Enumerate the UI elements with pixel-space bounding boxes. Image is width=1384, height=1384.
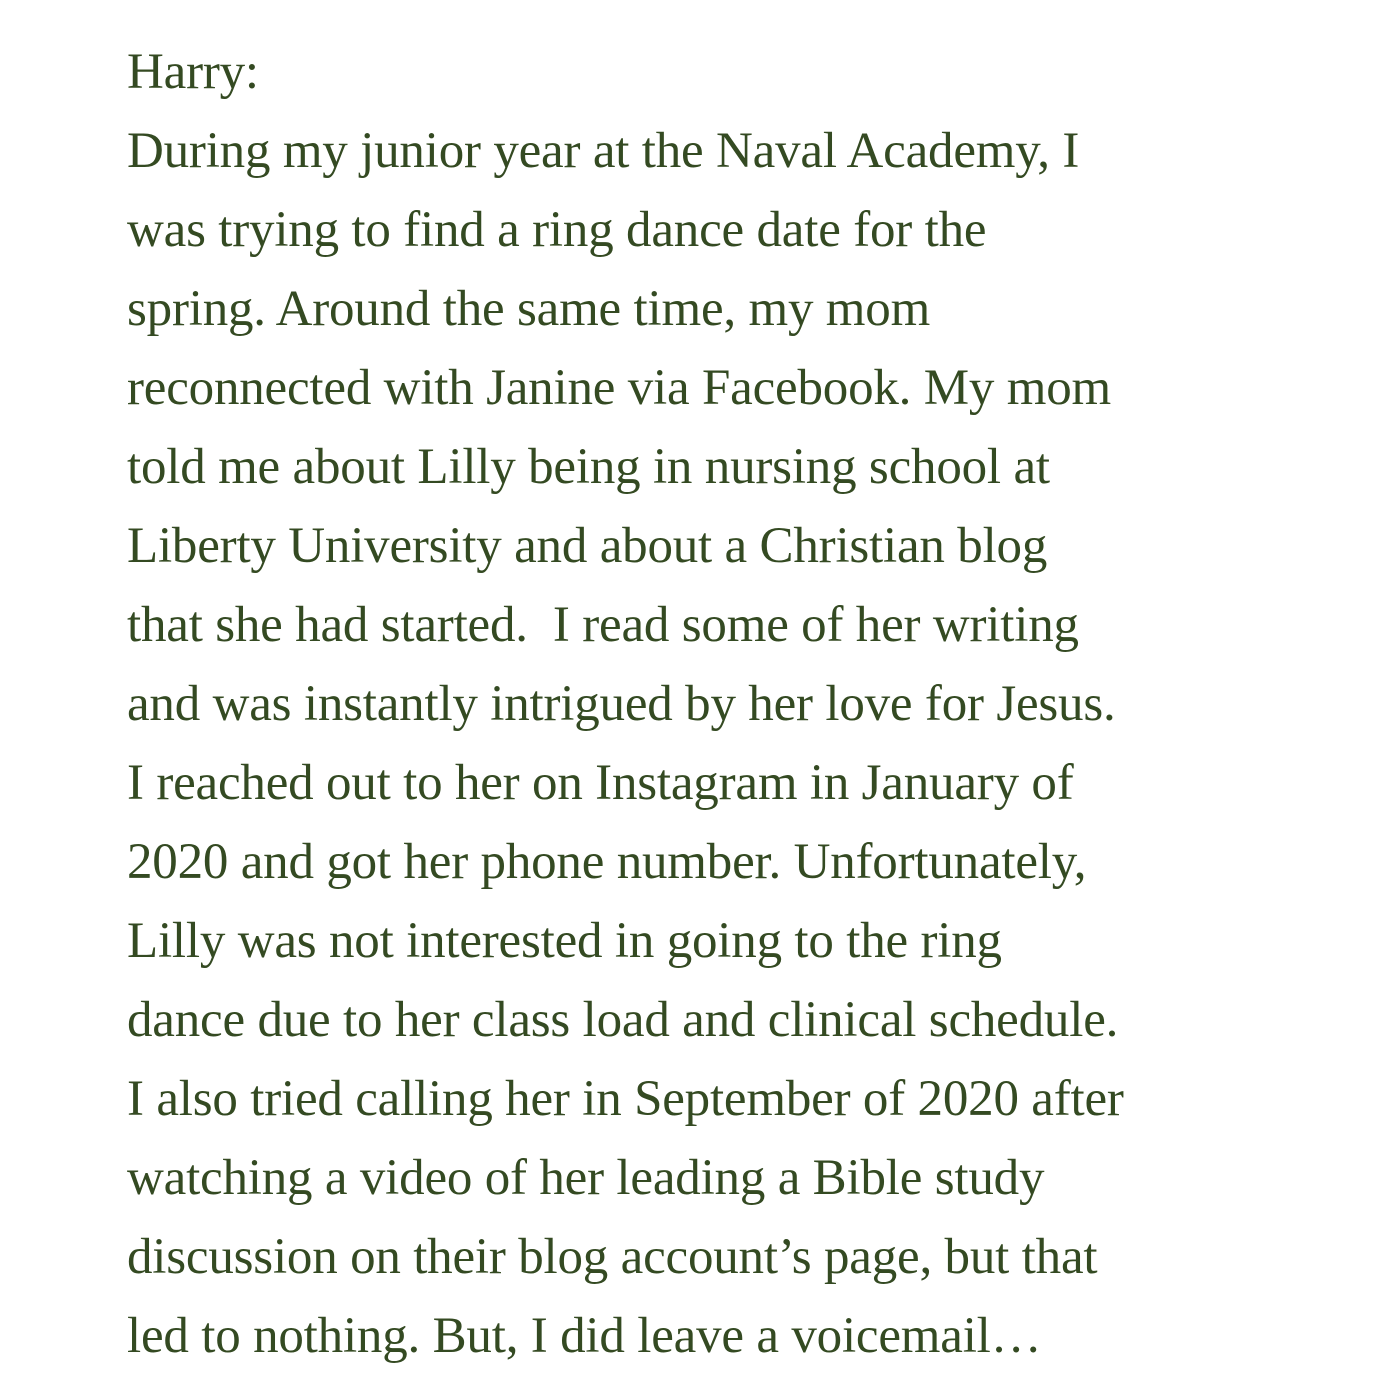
story-line: Liberty University and about a Christian blog <box>127 518 1048 574</box>
story-line: dance due to her class load and clinical schedule. <box>127 992 1119 1048</box>
story-line: During my junior year at the Naval Academy, I <box>127 123 1080 179</box>
story-line: discussion on their blog account’s page, but that <box>127 1229 1098 1285</box>
story-line: led to nothing. But, I did leave a voicemail… <box>127 1308 1042 1364</box>
story-line: and was instantly intrigued by her love for Jesus. <box>127 676 1116 732</box>
story-line: that she had started. I read some of her writing <box>127 597 1079 653</box>
story-line: was trying to find a ring dance date for the <box>127 202 987 258</box>
speaker-heading: Harry: <box>127 44 259 100</box>
story-line: spring. Around the same time, my mom <box>127 281 931 337</box>
story-line: I reached out to her on Instagram in January of <box>127 755 1074 811</box>
story-line: Lilly was not interested in going to the ring <box>127 913 1002 969</box>
story-line: 2020 and got her phone number. Unfortunately, <box>127 834 1087 890</box>
story-line: told me about Lilly being in nursing school at <box>127 439 1050 495</box>
story-line: watching a video of her leading a Bible study <box>127 1150 1045 1206</box>
story-line: I also tried calling her in September of 2020 after <box>127 1071 1124 1127</box>
story-line: reconnected with Janine via Facebook. My mom <box>127 360 1112 416</box>
story-text <box>127 36 1327 1379</box>
